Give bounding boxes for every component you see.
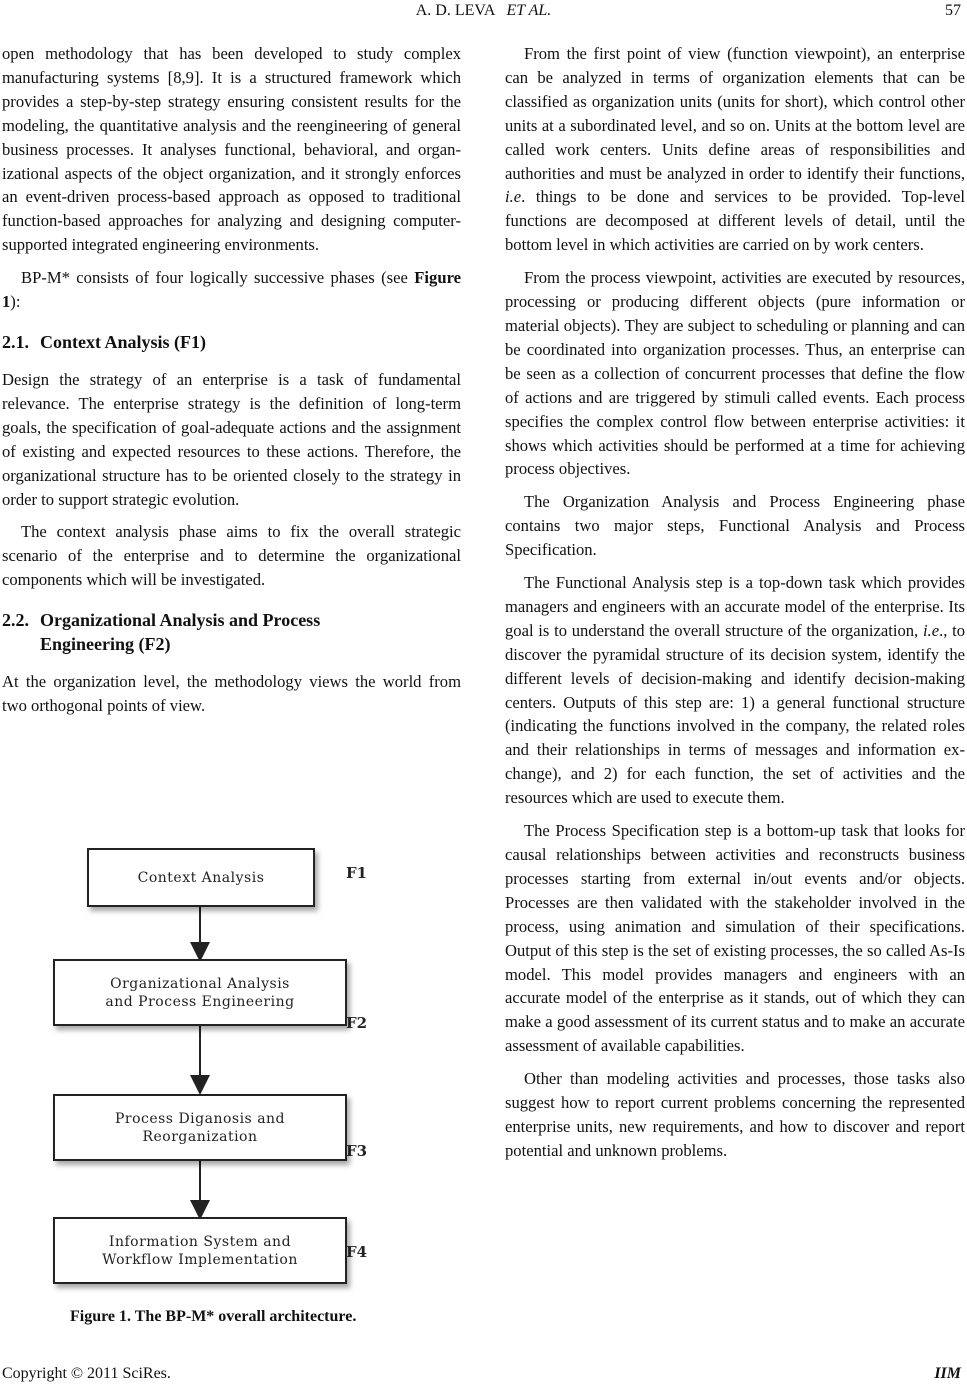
paragraph: Design the strategy of an enterprise is a task of fundamental relevance. The enterprise strategy is the definition of long-term goals, the specification of goal-adequate actions and the assignment of existing and expected resources to these actions. Therefore, the organizational structure has to be oriented closely to the strategy in order to support strategic evolution.	[2, 369, 461, 509]
left-column	[2, 42, 461, 727]
phase-box-label: Process Diganosis and	[114, 1110, 286, 1127]
paragraph: The Process Specification step is a bottom-up task that looks for causal relationships between activities and reconstructs business processes starting from external in/out events and/or objects. Processes are then validated with the stakeholder involved in the process, using animation and simulation of their specifications. Output of this step is the set of existing processes, the so called As-Is model. This model provides managers and engineers with an accurate model of the enterprise as it stands, out of which they can make a good assessment of its current status and to make an accurate assessment of available capabilities.	[505, 821, 965, 1056]
copyright-notice: Copyright © 2011 SciRes.	[2, 1365, 171, 1382]
emphasis: i.e	[505, 187, 522, 207]
phase-box-label: and Process Engineering	[105, 993, 295, 1010]
paragraph-text: BP-M* consists of four logically successive phases (see	[21, 268, 415, 288]
phase-label-f4: F4	[346, 1243, 368, 1261]
journal-abbreviation: IIM	[934, 1365, 961, 1382]
section-number: 2.1.	[2, 331, 29, 352]
phase-box-label: Context Analysis	[137, 869, 265, 886]
figure-1-diagram	[52, 840, 382, 1295]
paragraph	[2, 266, 461, 314]
phase-box-label: Workflow Implementation	[102, 1251, 298, 1268]
figure-caption: Figure 1. The BP-M* overall architecture.	[70, 1308, 357, 1325]
running-head	[0, 2, 967, 20]
page-number: 57	[945, 2, 961, 19]
phase-box-information-system	[53, 1217, 347, 1284]
phase-label-f1: F1	[346, 864, 368, 882]
paragraph	[505, 42, 965, 257]
phase-box-label: Organizational Analysis	[110, 975, 290, 992]
running-head-etal: ET AL.	[506, 2, 552, 19]
section-title: Context Analysis (F1)	[40, 331, 206, 352]
paragraph: From the process viewpoint, activities are executed by resources, processing or producing different objects (pure information or material objects). They are subject to scheduling or planning and can be coordinated into organization processes. Thus, an enterprise can be seen as a collection of concurrent processes that define the flow of actions and are triggered by stimuli called events. Each process specifies the complex control flow between enterprise activities: it shows which activities should be performed at a time for achieving process objectives.	[505, 268, 965, 479]
section-title: Organizational Analysis and Process	[40, 610, 321, 631]
paragraph: Other than modeling activities and processes, those tasks also suggest how to report current problems concerning the represented enterprise units, new requirements, and how to discover and report potential and unknown problems.	[505, 1069, 965, 1160]
emphasis: i.e	[922, 620, 940, 640]
paragraph-text: ., to discover the pyramidal structure of its decision system, identify the different levels of decision-making and identify decision-making centers. Outputs of this step are: 1) a general functional structure (indicating the functions involved in the company, the related roles and their relationships in terms of messages and information exchange), and 2) for each function, the set of activities and the resources which are used to execute them.	[505, 620, 965, 808]
paragraph: At the organization level, the methodology views the world from two orthogonal points of view.	[2, 672, 461, 716]
paragraph: The Organization Analysis and Process Engineering phase contains two major steps, Functional Analysis and Process Specification.	[505, 492, 965, 560]
phase-box-label: Reorganization	[142, 1128, 258, 1145]
phase-box-label: Information System and	[108, 1233, 292, 1250]
paragraph-text: . things to be done and services to be provided. Top-level functions are decomposed at different levels of detail, until the bottom level in which activities are carried on by work centers.	[505, 187, 965, 255]
paragraph-text: ):	[10, 292, 21, 312]
phase-box-organizational-analysis	[53, 959, 347, 1026]
paragraph-text: The Functional Analysis step is a top-down task which provides managers and engineers with an accurate model of the enterprise. Its goal is to understand the overall structure of the organization,	[505, 573, 965, 640]
phase-box-context-analysis	[87, 848, 315, 907]
page-header	[0, 2, 967, 26]
phase-label-f3: F3	[346, 1142, 368, 1160]
section-heading-2-2	[2, 608, 461, 656]
section-number: 2.2.	[2, 610, 29, 631]
phase-label-f2: F2	[346, 1014, 368, 1032]
paragraph: open methodology that has been developed to study complex manufacturing systems [8,9]. It is a structured framework which provides a step-by-step strategy ensuring consistent results for the modeling, the quantitative analysis and the reengineering of general business processes. It analyses functional, behavioral, and organizational aspects of the object organization, and it strongly enforces an event-driven process-based approach as opposed to traditional function-based approaches for analyzing and designing computer- supported integrated engineering environments.	[2, 44, 461, 255]
right-column	[505, 42, 965, 1172]
phase-box-process-diagnosis	[53, 1094, 347, 1161]
figure-reference-link[interactable]: Figure 1	[2, 268, 461, 312]
paragraph: The context analysis phase aims to fix the overall strategic scenario of the enterprise and to determine the organizational components which will be investigated.	[2, 522, 461, 590]
section-heading-2-1	[2, 330, 461, 354]
paragraph-text: From the first point of view (function viewpoint), an enterprise can be analyzed in terms of organization elements that can be classified as organization units (units for short), which control other units at a subordinated level, and so on. Units at the bottom level are called work centers. Units define areas of responsibilities and authorities and must be analyzed in order to identify their functions,	[505, 44, 965, 183]
section-title-continued: Engineering (F2)	[40, 634, 171, 655]
paragraph	[505, 571, 965, 810]
running-head-authors: A. D. LEVA	[415, 2, 495, 19]
